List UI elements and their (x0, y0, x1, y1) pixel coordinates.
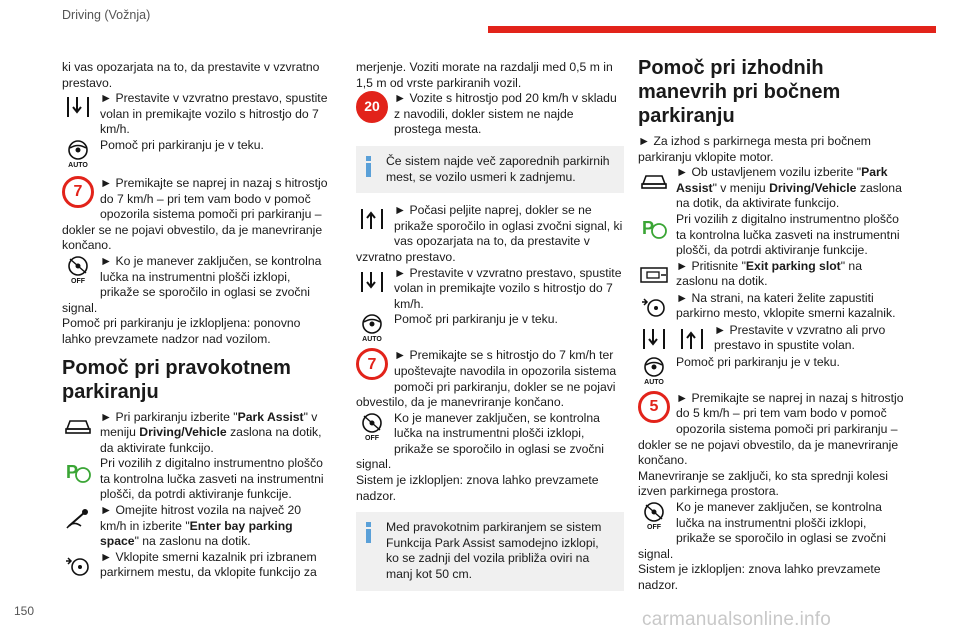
svg-text:P: P (642, 217, 655, 238)
info-note (356, 146, 624, 193)
svg-text:P: P (66, 462, 79, 483)
paragraph: Pri vozilih z digitalno instrumentno ploščo ta kontrolna lučka zasveti na instrumentni plošči, da potrdi aktiviranje funkcije. (100, 456, 324, 502)
instruction-item (638, 500, 906, 562)
instruction-item (62, 138, 330, 170)
paragraph: Manevriranje se zaključi, ko sta sprednji kolesi izven parkirnega prostora. (638, 468, 888, 499)
paragraph: Pomoč pri parkiranju je v teku. (394, 312, 558, 327)
svg-text:OFF: OFF (647, 523, 661, 531)
park-assist-auto-icon (356, 313, 388, 343)
paragraph: Ko je manever zaključen, se kontrolna lučka na instrumentni plošči izklopi, prikaže se sporočilo in oglasi se zvočni signal. (638, 499, 886, 561)
paragraph: Sistem je izklopljen: znova lahko prevzamete nadzor. (356, 473, 599, 503)
instruction-item (356, 348, 624, 410)
paragraph: ► Za izhod s parkirnega mesta pri bočnem parkiranju vklopite motor. (638, 134, 871, 164)
instruction-item (356, 91, 624, 138)
instruction-item (638, 165, 906, 212)
svg-text:OFF: OFF (365, 434, 379, 442)
info-icon (366, 156, 372, 177)
page-number: 150 (14, 604, 35, 618)
instruction-item (62, 503, 330, 550)
paragraph: ► Omejite hitrost vozila na največ 20 km/h in izberite "Enter bay parking space" na zaslonu na dotik. (100, 503, 302, 549)
instruction-item (638, 355, 906, 387)
speed-20-badge: 20 (356, 92, 388, 122)
instruction-item (356, 266, 624, 313)
paragraph: ► Vklopite smerni kazalnik pri izbranem parkirnem mestu, da vklopite funkcijo za (100, 549, 317, 580)
park-assist-indicator-icon (62, 457, 94, 487)
instruction-item (62, 410, 330, 457)
paragraph: ► Premikajte se s hitrostjo do 7 km/h ter upoštevajte navodila in opozorila sistema pomoči pri parkiranju, dokler se ne pojavi obvestilo, da je manevriranje končano. (356, 348, 617, 410)
instruction-item (356, 203, 624, 265)
exit-parking-icon (638, 260, 670, 290)
paragraph: ► Premikajte se naprej in nazaj s hitrostjo do 5 km/h – pri tem vam bodo v pomoč opozorila sistema pomoči pri parkiranju – dokler se ne pojavi obvestilo, da je manevriranje končano. (638, 390, 904, 468)
paragraph: ► Ko je manever zaključen, se kontrolna lučka na instrumentni plošči izklopi, prikaže se sporočilo in oglasi se zvočni signal. (62, 253, 322, 315)
paragraph: ► Pritisnite "Exit parking slot" na zaslonu na dotik. (676, 258, 862, 289)
paragraph: ► Pri parkiranju izberite "Park Assist" v meniju Driving/Vehicle zaslona na dotik, da aktivirate funkcijo. (100, 409, 322, 455)
paragraph: Pomoč pri parkiranju je v teku. (676, 354, 840, 369)
header-accent-bar (488, 26, 936, 33)
svg-text:AUTO: AUTO (362, 336, 382, 344)
instruction-item (62, 176, 330, 254)
note-text: Če sistem najde več zaporednih parkirnih mest, se vozilo usmeri k zadnjemu. (386, 153, 610, 184)
instruction-item (638, 212, 906, 259)
svg-text:OFF: OFF (71, 277, 85, 285)
park-assist-auto-icon (638, 356, 670, 386)
paragraph: ► Prestavite v vzvratno prestavo, spustite volan in premikajte vozilo s hitrostjo do 7 km/h. (394, 265, 622, 311)
paragraph: ► Počasi peljite naprej, dokler se ne prikaže sporočilo in oglasi zvočni signal, ki vas opozarjata na to, da prestavite v vzvratno prestavo. (356, 203, 623, 264)
paragraph: ► Prestavite v vzvratno ali prvo prestavo in spustite volan. (714, 322, 886, 353)
car-icon (62, 411, 94, 441)
reverse-gear-icon (356, 267, 388, 297)
watermark: carmanualsonline.info (642, 609, 832, 630)
turn-signal-wheel-icon (638, 292, 670, 322)
reverse-gear-icon (638, 324, 670, 354)
park-assist-off-icon (638, 501, 670, 531)
speed-limit-icon (62, 504, 94, 534)
car-icon (638, 166, 670, 196)
paragraph: merjenje. Voziti morate na razdalji med 0,5 m in 1,5 m od vrste parkiranih vozil. (356, 60, 613, 90)
park-assist-off-icon (62, 255, 94, 285)
park-assist-auto-icon (62, 139, 94, 169)
forward-gear-icon (676, 324, 708, 354)
park-assist-off-icon (356, 412, 388, 442)
reverse-gear-icon (62, 92, 94, 122)
instruction-item (62, 456, 330, 503)
column-2 (356, 60, 624, 601)
running-header: Driving (Vožnja) (62, 8, 151, 22)
info-icon (366, 522, 372, 543)
column-3 (638, 56, 906, 593)
paragraph: Pomoč pri parkiranju je v teku. (100, 137, 264, 152)
paragraph: ki vas opozarjata na to, da prestavite v vzvratno prestavo. (62, 60, 320, 90)
info-note (356, 512, 624, 590)
instruction-item (356, 312, 624, 344)
paragraph: Pomoč pri parkiranju je izklopljena: ponovno lahko prevzamete nadzor nad vozilom. (62, 316, 301, 346)
section-heading: Pomoč pri izhodnih manevrih pri bočnem parkiranju (638, 57, 841, 127)
paragraph: ► Prestavite v vzvratno prestavo, spustite volan in premikajte vozilo s hitrostjo do 7 km/h. (100, 91, 328, 137)
step-badge: 5 (638, 392, 670, 422)
turn-signal-wheel-icon (62, 551, 94, 581)
svg-text:AUTO: AUTO (644, 378, 664, 386)
svg-text:AUTO: AUTO (68, 161, 88, 169)
note-text: Med pravokotnim parkiranjem se sistem Funkcija Park Assist samodejno izklopi, ko se zadnji del vozila približa oviri na manj kot 50 cm. (386, 520, 602, 582)
paragraph: ► Vozite s hitrostjo pod 20 km/h v skladu z navodili, dokler sistem ne najde prostega mesta. (394, 91, 617, 137)
section-heading: Pomoč pri pravokotnem parkiranju (62, 356, 291, 403)
column-1 (62, 60, 330, 582)
instruction-item (638, 391, 906, 469)
paragraph: Ko je manever zaključen, se kontrolna lučka na instrumentni plošči izklopi, prikaže se sporočilo in oglasi se zvočni signal. (356, 410, 604, 472)
instruction-item (638, 291, 906, 323)
instruction-item (62, 254, 330, 316)
instruction-item (62, 550, 330, 582)
paragraph: ► Ob ustavljenem vozilu izberite "Park Assist" v meniju Driving/Vehicle zaslona na dotik, da aktivirate funkcijo. (676, 165, 902, 211)
instruction-item (62, 91, 330, 138)
instruction-item (356, 411, 624, 473)
step-badge: 7 (62, 177, 94, 207)
paragraph: Pri vozilih z digitalno instrumentno ploščo ta kontrolna lučka zasveti na instrumentni plošči, da potrdi aktiviranje funkcije. (676, 211, 900, 258)
instruction-item (638, 259, 906, 291)
paragraph: ► Na strani, na kateri želite zapustiti parkirno mesto, vklopite smerni kazalnik. (676, 290, 896, 321)
step-badge: 7 (356, 349, 388, 379)
park-assist-indicator-icon (638, 213, 670, 243)
paragraph: ► Premikajte se naprej in nazaj s hitrostjo do 7 km/h – pri tem vam bodo v pomoč opozorila sistema pomoči pri parkiranju – dokler se ne pojavi obvestilo, da je manevriranje končano. (62, 175, 328, 253)
forward-gear-icon (356, 204, 388, 234)
instruction-item (638, 323, 906, 355)
paragraph: Sistem je izklopljen: znova lahko prevzamete nadzor. (638, 562, 881, 592)
